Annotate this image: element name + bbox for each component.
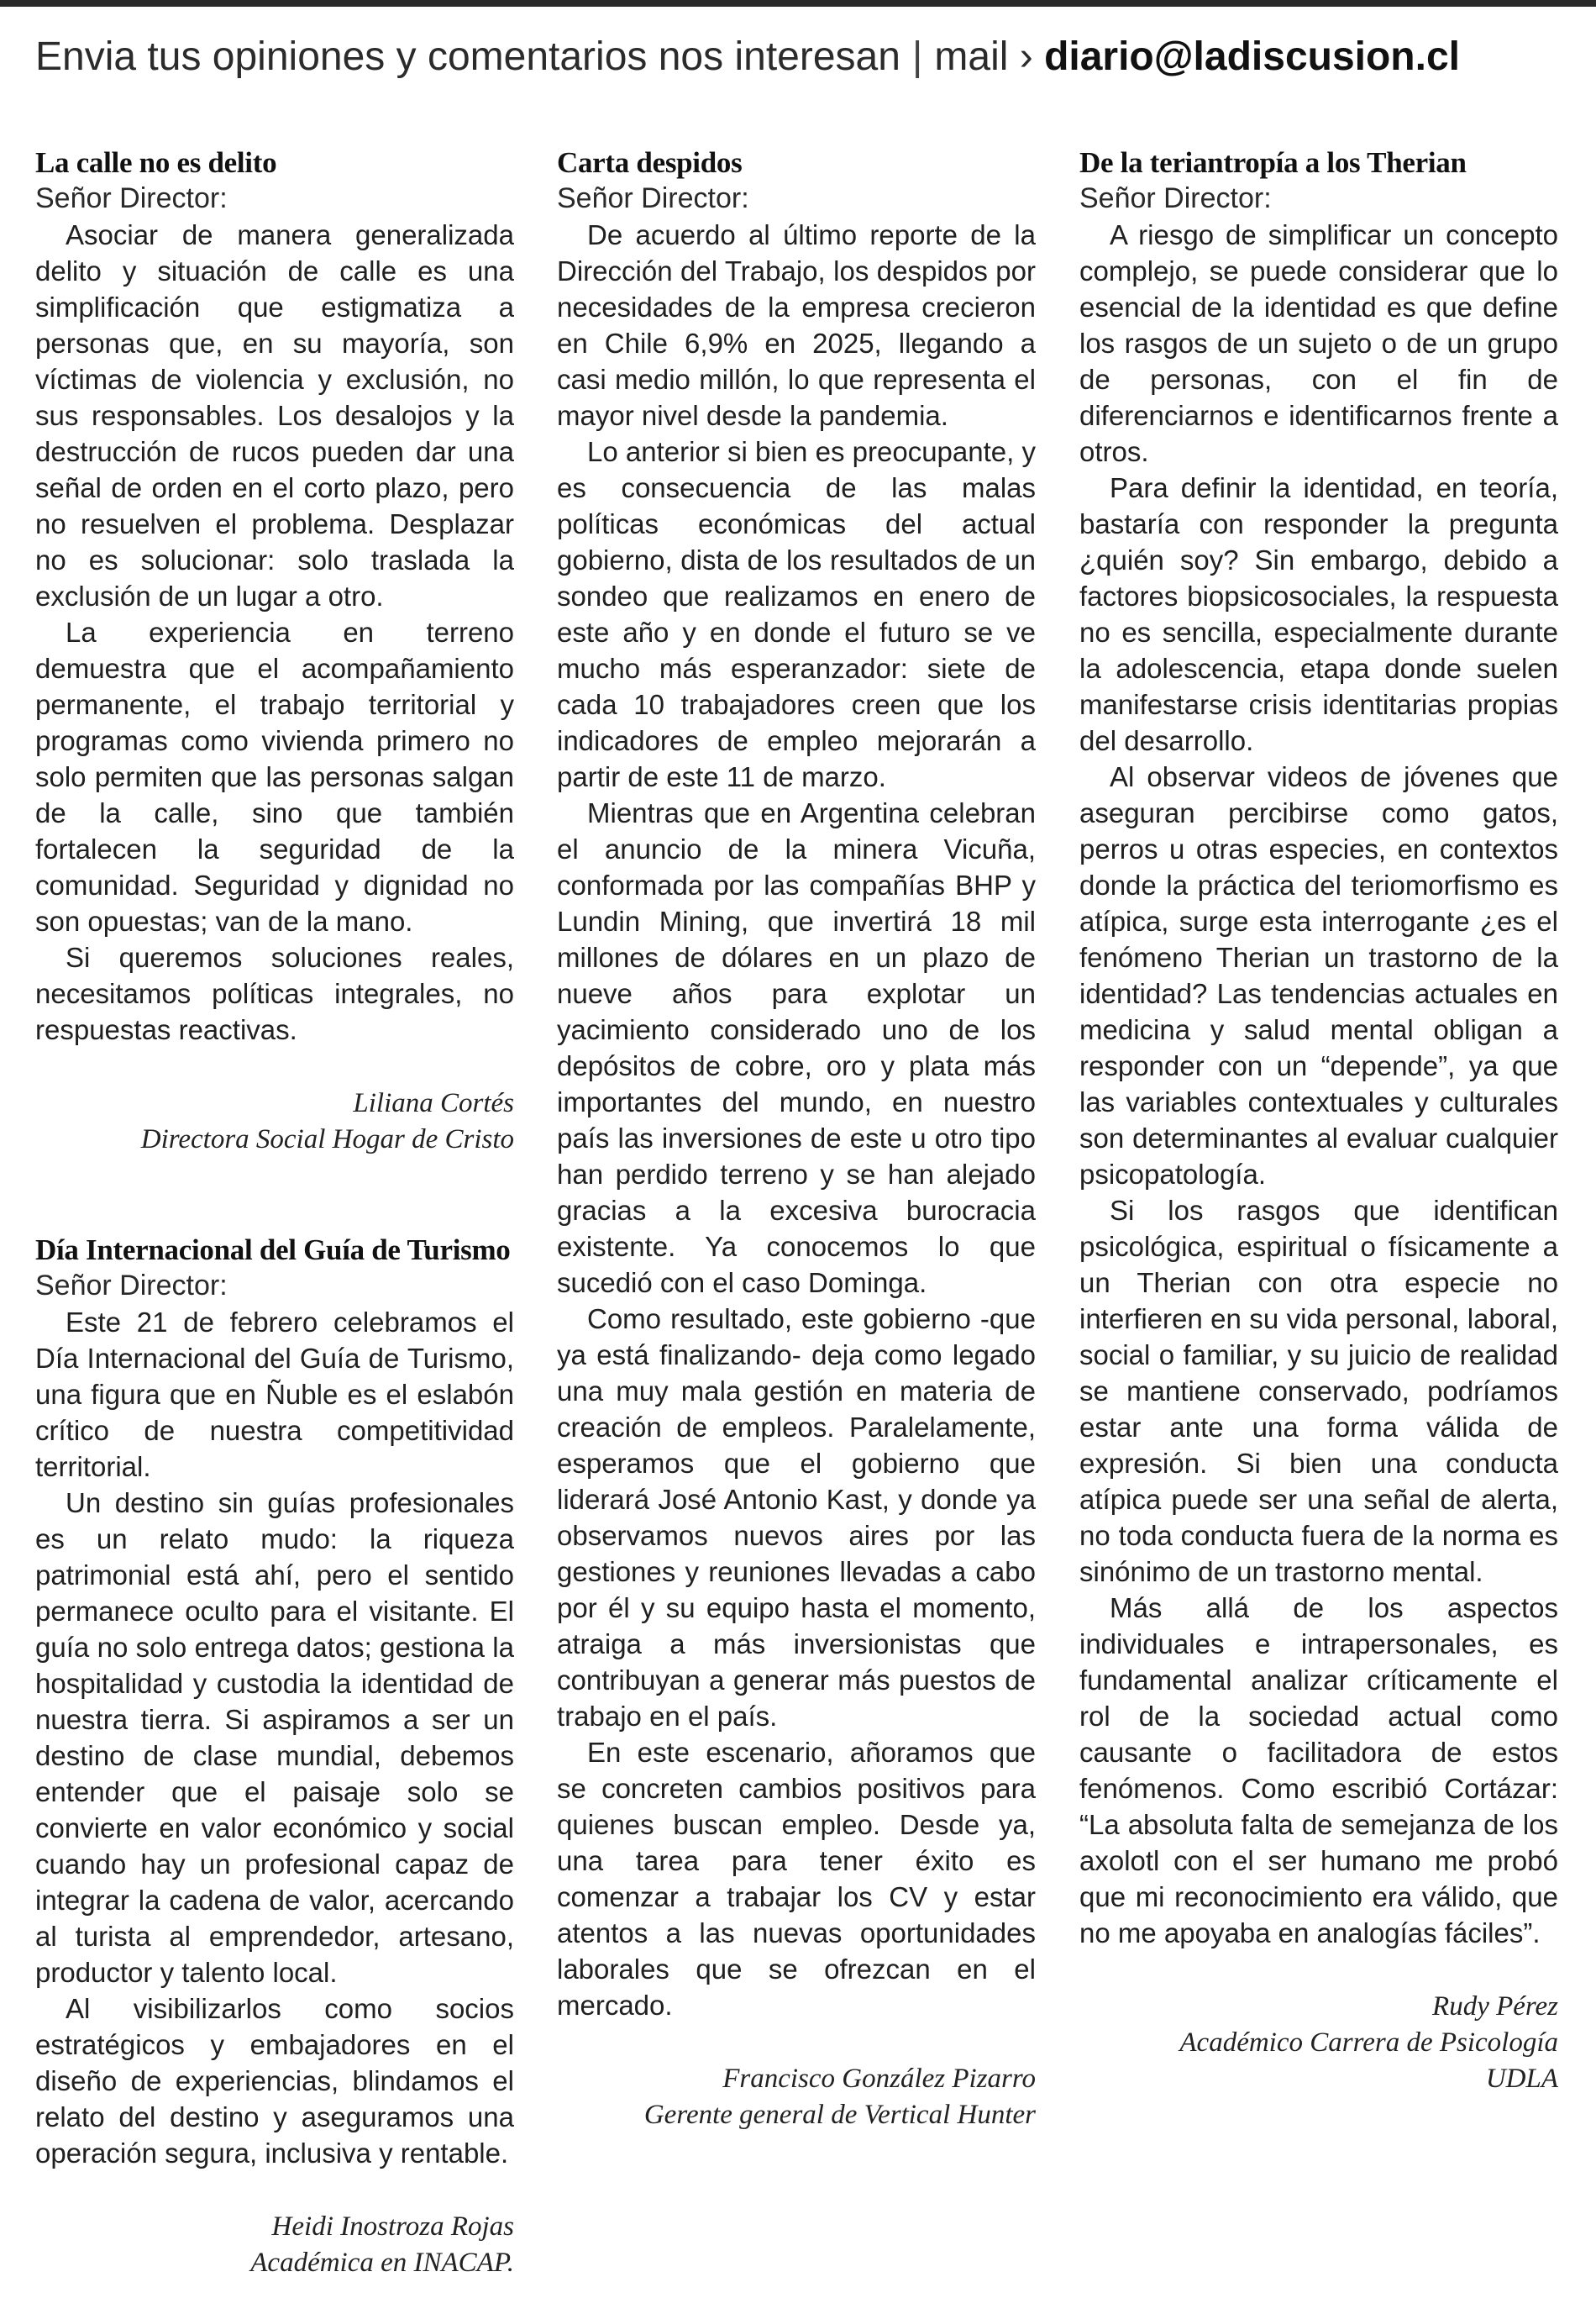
header-separator: | xyxy=(911,34,923,79)
signature-name: Francisco González Pizarro xyxy=(722,2064,1036,2094)
letter-salutation: Señor Director: xyxy=(35,1270,228,1301)
letter-paragraph: Mientras que en Argentina celebran el anuncio de la minera Vicuña, conformada por las compañías BHP y Lundin Mining, que invertirá 18 mil millones de dólares en un plazo de nueve años para explotar un yacimiento considerado uno de los depósitos de cobre, oro y plata más importantes del mundo, en nuestro país las inversiones de este u otro tipo han perdido terreno y se han alejado gracias a la excesiva burocracia existente. Ya conocemos lo que sucedió con el caso Dominga. xyxy=(557,797,1036,1298)
letter-spacer xyxy=(35,1158,514,1232)
header-prompt: Envia tus opiniones y comentarios nos interesan xyxy=(35,34,900,79)
signature-role: Académico Carrera de Psicología xyxy=(1179,2027,1558,2058)
header-mail-label: mail › xyxy=(934,34,1033,79)
letter-paragraph: Para definir la identidad, en teoría, bastaría con responder la pregunta ¿quién soy? Sin embargo, debido a factores biopsicosociales, la respuesta no es sencilla, especialmente durante la adolescencia, etapa donde suelen manifestarse crisis identitarias propias del desarrollo. xyxy=(1079,472,1558,756)
letter-paragraph: En este escenario, añoramos que se concreten cambios positivos para quienes buscan empleo. Desde ya, una tarea para tener éxito es comenzar a trabajar los CV y estar atentos a las nuevas oportunidades laborales que se ofrezcan en el mercado. xyxy=(557,1737,1036,2021)
column-1 xyxy=(35,145,514,2295)
letter-signature xyxy=(1079,1989,1558,2097)
letter-signature xyxy=(35,1086,514,1158)
letter-paragraph: La experiencia en terreno demuestra que el acompañamiento permanente, el trabajo territorial y programas como vivienda primero no solo permiten que las personas salgan de la calle, sino que también fortalecen la seguridad de la comunidad. Seguridad y dignidad no son opuestas; van de la mano. xyxy=(35,617,514,937)
letter-title: La calle no es delito xyxy=(35,146,277,179)
letter-paragraph: Si queremos soluciones reales, necesitamos políticas integrales, no respuestas reactivas. xyxy=(35,942,514,1045)
letter-teriantropia-therian xyxy=(1079,145,1558,2097)
letter-salutation: Señor Director: xyxy=(1079,182,1272,214)
letter-carta-despidos xyxy=(557,145,1036,2133)
letter-paragraph: Si los rasgos que identifican psicológica, espiritual o físicamente a un Therian con otra especie no interfieren en su vida personal, laboral, social o familiar, y su juicio de realidad se mantiene conservado, podríamos estar ante una forma válida de expresión. Si bien una conducta atípica puede ser una señal de alerta, no toda conducta fuera de la norma es sinónimo de un trastorno mental. xyxy=(1079,1195,1558,1587)
contact-email-link[interactable]: diario@ladiscusion.cl xyxy=(1044,34,1460,79)
signature-name: Liliana Cortés xyxy=(353,1088,514,1118)
letter-title: De la teriantropía a los Therian xyxy=(1079,146,1467,179)
letter-salutation: Señor Director: xyxy=(35,182,228,214)
letter-calle-no-es-delito xyxy=(35,145,514,1158)
letter-title: Día Internacional del Guía de Turismo xyxy=(35,1233,511,1266)
signature-role: Gerente general de Vertical Hunter xyxy=(643,2100,1036,2130)
column-3 xyxy=(1079,145,1558,2295)
column-2 xyxy=(557,145,1036,2295)
letter-signature xyxy=(35,2209,514,2281)
top-rule xyxy=(0,0,1596,7)
signature-role: Académica en INACAP. xyxy=(250,2248,514,2278)
letter-paragraph: Un destino sin guías profesionales es un relato mudo: la riqueza patrimonial está ahí, pero el sentido permanece oculto para el visitante. El guía no solo entrega datos; gestiona la hospitalidad y custodia la identidad de nuestra tierra. Si aspiramos a ser un destino de clase mundial, debemos entender que el paisaje solo se convierte en valor económico y social cuando hay un profesional capaz de integrar la cadena de valor, acercando al turista al emprendedor, artesano, productor y talento local. xyxy=(35,1487,514,1988)
contact-header xyxy=(35,24,1564,91)
letter-paragraph: Asociar de manera generalizada delito y situación de calle es una simplificación que estigmatiza a personas que, en su mayoría, son víctimas de violencia y exclusión, no sus responsables. Los desalojos y la destrucción de rucos pueden dar una señal de orden en el corto plazo, pero no resuelven el problema. Desplazar no es solucionar: solo traslada la exclusión de un lugar a otro. xyxy=(35,219,514,612)
letter-salutation: Señor Director: xyxy=(557,182,749,214)
letter-paragraph: Lo anterior si bien es preocupante, y es consecuencia de las malas políticas económicas del actual gobierno, dista de los resultados de un sondeo que realizamos en enero de este año y en donde el futuro se ve mucho más esperanzador: siete de cada 10 trabajadores creen que los indicadores de empleo mejorarán a partir de este 11 de marzo. xyxy=(557,436,1036,792)
letter-paragraph: A riesgo de simplificar un concepto complejo, se puede considerar que lo esencial de la identidad es que define los rasgos de un sujeto o de un grupo de personas, con el fin de diferenciarnos e identificarnos frente a otros. xyxy=(1079,219,1558,467)
letter-paragraph: Este 21 de febrero celebramos el Día Internacional del Guía de Turismo, una figura que en Ñuble es el eslabón crítico de nuestra competitividad territorial. xyxy=(35,1307,514,1482)
letter-paragraph: Más allá de los aspectos individuales e intrapersonales, es fundamental analizar críticamente el rol de la sociedad actual como causante o facilitadora de estos fenómenos. Como escribió Cortázar: “La absoluta falta de semejanza de los axolotl con el ser humano me probó que mi reconocimiento era válido, que no me apoyaba en analogías fáciles”. xyxy=(1079,1592,1558,1948)
signature-role: Directora Social Hogar de Cristo xyxy=(140,1124,514,1154)
letter-paragraph: Al visibilizarlos como socios estratégicos y embajadores en el diseño de experiencias, blindamos el relato del destino y aseguramos una operación segura, inclusiva y rentable. xyxy=(35,1993,514,2169)
letter-dia-guia-turismo xyxy=(35,1232,514,2281)
letter-paragraph: De acuerdo al último reporte de la Dirección del Trabajo, los despidos por necesidades de la empresa crecieron en Chile 6,9% en 2025, llegando a casi medio millón, lo que representa el mayor nivel desde la pandemia. xyxy=(557,219,1036,431)
letter-paragraph: Como resultado, este gobierno -que ya está finalizando- deja como legado una muy mala gestión en materia de creación de empleos. Paralelamente, esperamos que el gobierno que liderará José Antonio Kast, y donde ya observamos nuevos aires por las gestiones y reuniones llevadas a cabo por él y su equipo hasta el momento, atraiga a más inversionistas que contribuyan a generar más puestos de trabajo en el país. xyxy=(557,1303,1036,1732)
signature-name: Rudy Pérez xyxy=(1432,1991,1558,2022)
letter-title: Carta despidos xyxy=(557,146,743,179)
signature-name: Heidi Inostroza Rojas xyxy=(271,2211,514,2242)
letter-paragraph: Al observar videos de jóvenes que aseguran percibirse como gatos, perros u otras especies, en contextos donde la práctica del teriomorfismo es atípica, surge esta interrogante ¿es el fenómeno Therian un trastorno de la identidad? Las tendencias actuales en medicina y salud mental obligan a responder con un “depende”, ya que las variables contextuales y culturales son determinantes al evaluar cualquier psicopatología. xyxy=(1079,761,1558,1190)
letter-signature xyxy=(557,2061,1036,2133)
signature-institution: UDLA xyxy=(1485,2064,1558,2094)
